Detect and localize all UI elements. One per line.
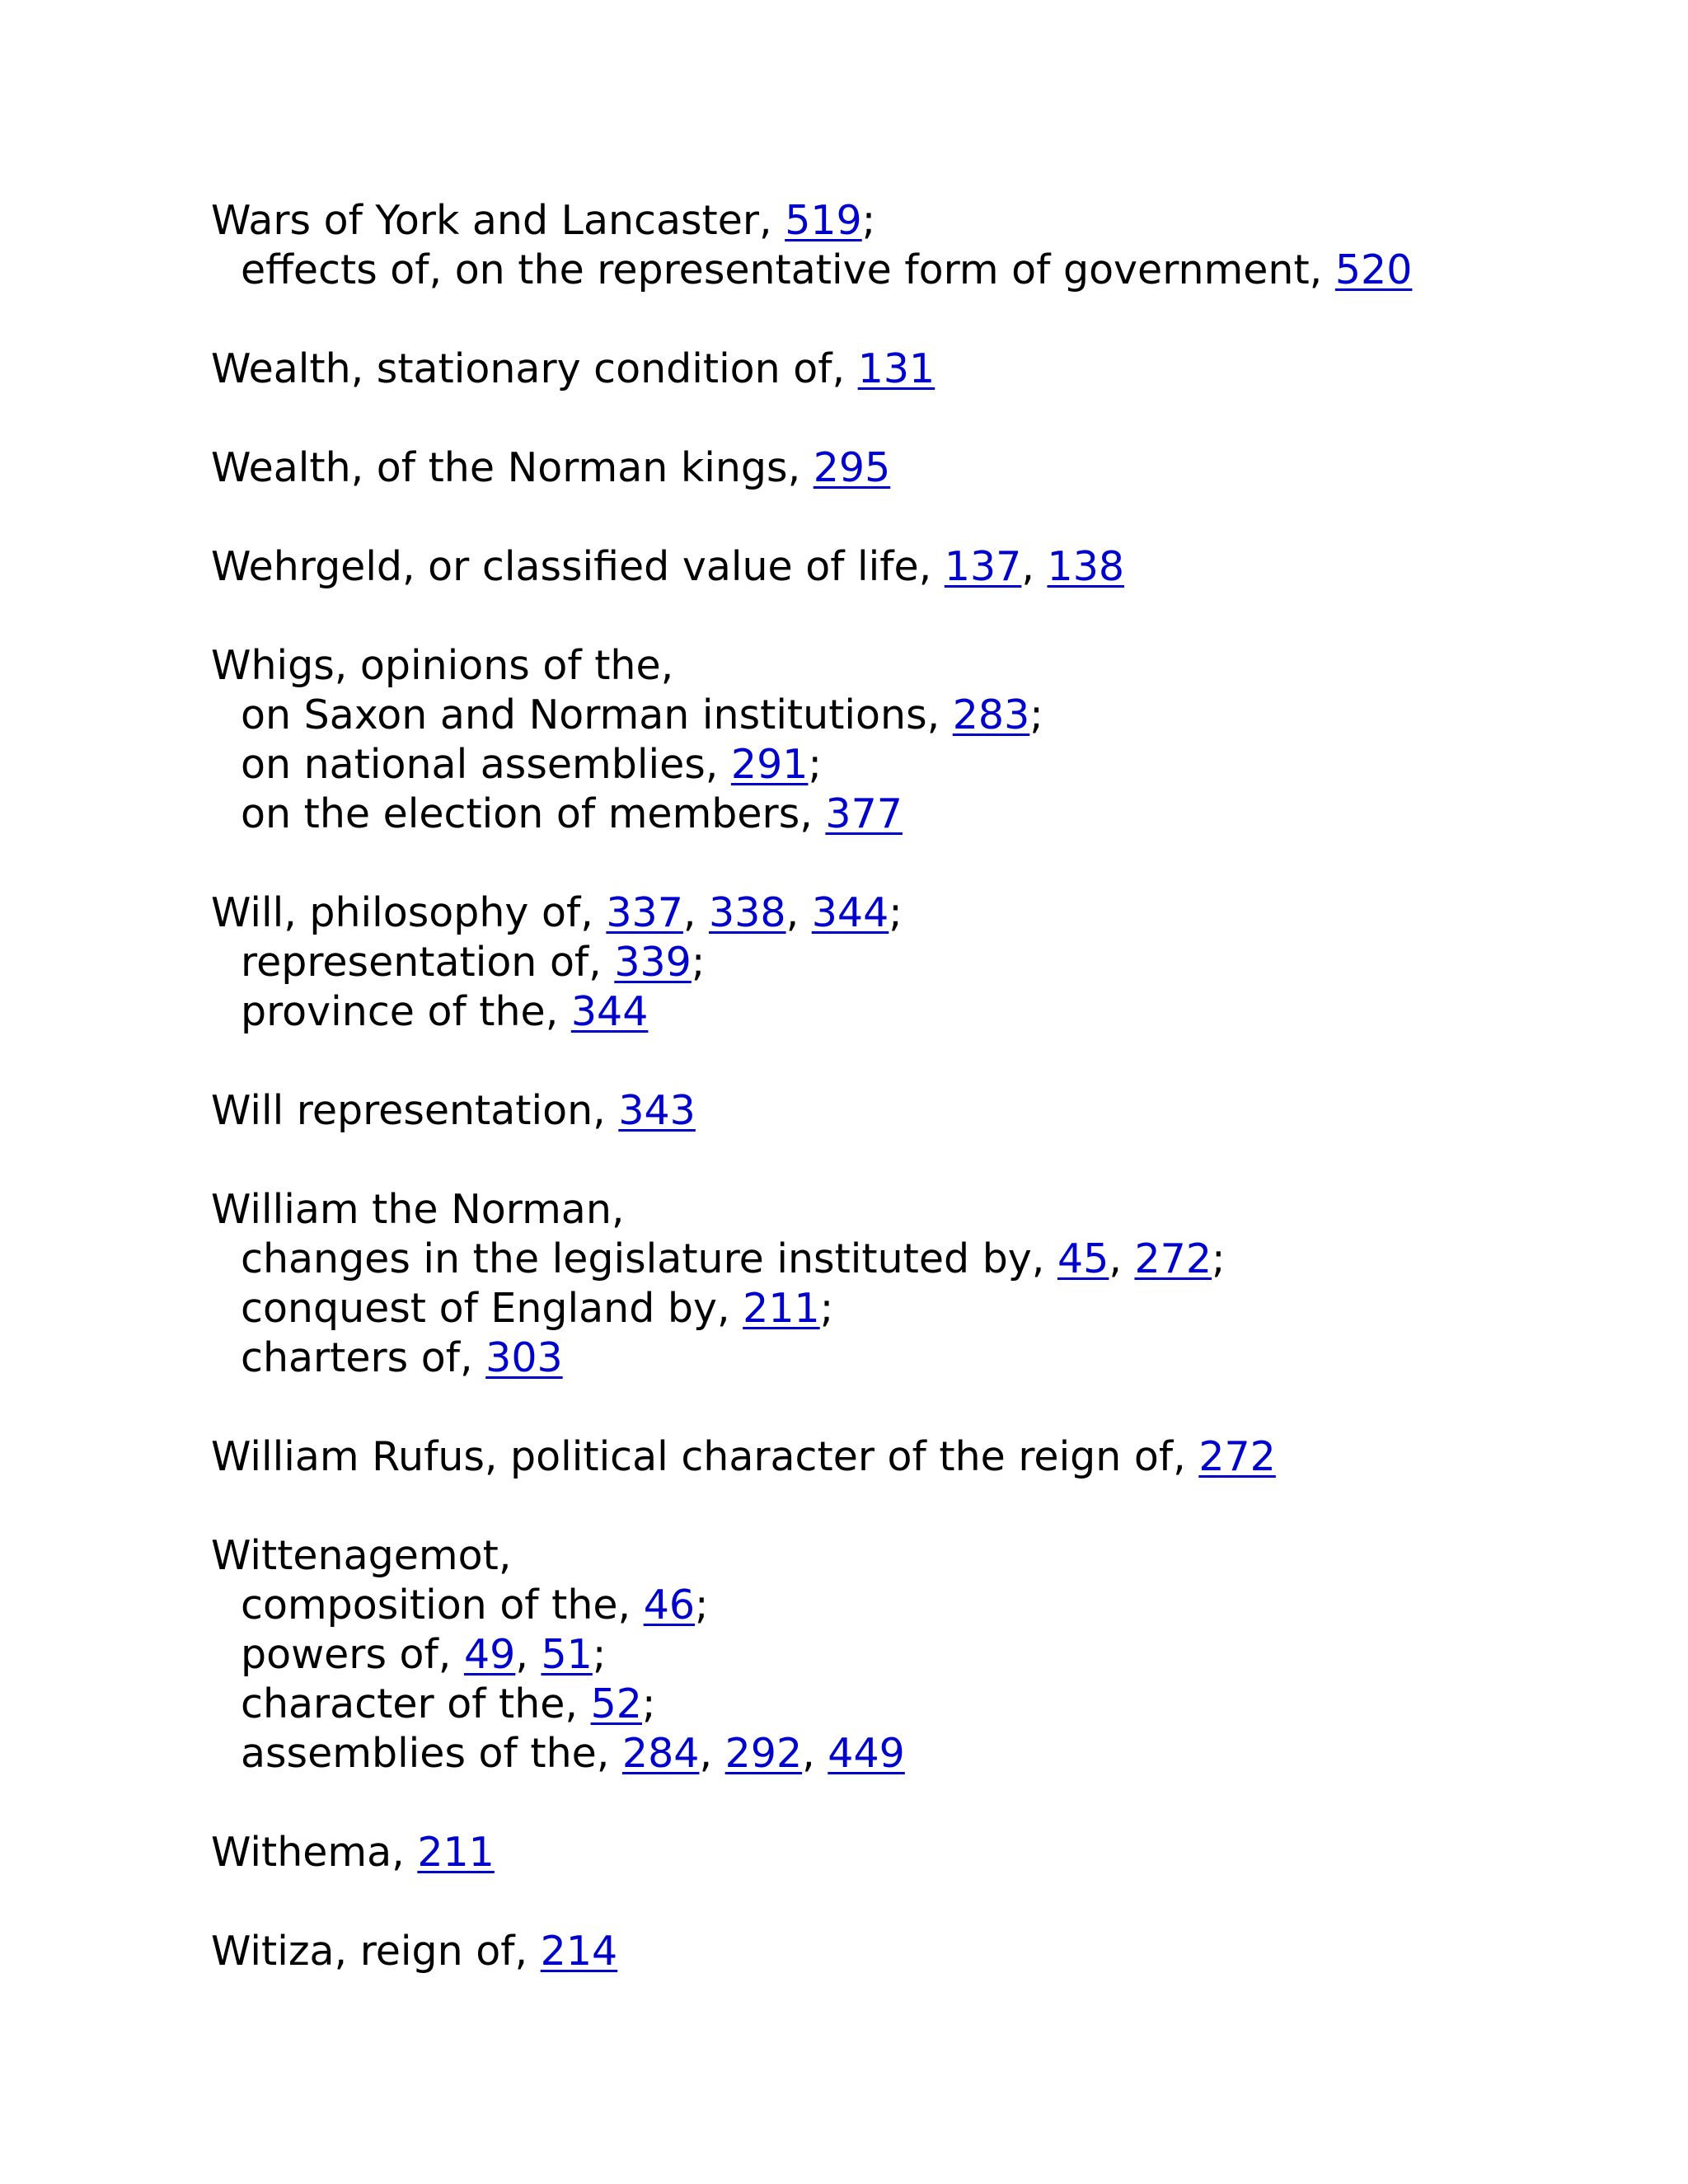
index-text: character of the, xyxy=(241,1680,579,1727)
index-text: Whigs, opinions of the, xyxy=(211,642,674,689)
index-heading: Wehrgeld, or classified value of life, 137, 138 xyxy=(211,543,1125,590)
index-subentry xyxy=(211,1581,1612,1630)
page-link[interactable]: 51 xyxy=(541,1631,593,1678)
index-entry xyxy=(211,1828,1612,1877)
index-heading xyxy=(211,344,1612,394)
index-text: assemblies of the, xyxy=(241,1730,610,1777)
index-entry xyxy=(211,641,1612,839)
page-link[interactable]: 211 xyxy=(417,1829,495,1876)
page-link[interactable]: 211 xyxy=(743,1285,820,1332)
page-link[interactable]: 291 xyxy=(730,741,809,788)
index-heading: Will, philosophy of, 337, 338, 344; xyxy=(211,889,903,936)
index-text: conquest of England by, xyxy=(241,1285,730,1332)
index-text: Wealth, stationary condition of, xyxy=(211,345,846,392)
index-text: on the election of members, xyxy=(241,790,813,837)
page-link[interactable]: 49 xyxy=(463,1631,516,1678)
page-link[interactable]: 283 xyxy=(952,691,1030,738)
index-entry xyxy=(211,443,1612,493)
index-list xyxy=(211,196,1612,2026)
index-heading xyxy=(211,641,1612,691)
index-entry xyxy=(211,1086,1612,1136)
index-subentry xyxy=(211,938,1612,987)
index-heading xyxy=(211,1531,1612,1581)
index-subentry: changes in the legislature instituted by, 45, 272; xyxy=(241,1235,1226,1282)
page-link[interactable]: 344 xyxy=(811,889,889,936)
index-text: province of the, xyxy=(241,988,559,1035)
index-entry xyxy=(211,1531,1612,1779)
index-subentry xyxy=(211,246,1612,295)
index-subentry xyxy=(211,1284,1612,1333)
index-text: charters of, xyxy=(241,1334,473,1381)
index-text: on Saxon and Norman institutions, xyxy=(241,691,940,738)
page-link[interactable]: 344 xyxy=(570,988,649,1035)
index-text: Wittenagemot, xyxy=(211,1532,512,1579)
index-text: Wehrgeld, or classified value of life, xyxy=(211,543,932,590)
page-link[interactable]: 131 xyxy=(857,345,935,392)
index-entry xyxy=(211,888,1612,1037)
index-heading xyxy=(211,196,1612,246)
index-text: Wealth, of the Norman kings, xyxy=(211,444,801,491)
index-subentry xyxy=(211,1680,1612,1729)
index-text: Wars of York and Lancaster, xyxy=(211,197,772,244)
page-link[interactable]: 449 xyxy=(828,1730,905,1777)
index-heading xyxy=(211,1927,1612,1976)
index-entry xyxy=(211,1185,1612,1383)
index-subentry xyxy=(211,1333,1612,1383)
index-heading xyxy=(211,1185,1612,1235)
page-link[interactable]: 295 xyxy=(813,444,891,491)
page-link[interactable]: 272 xyxy=(1198,1433,1276,1480)
punctuation: ; xyxy=(641,1680,656,1727)
punctuation: ; xyxy=(592,1631,607,1678)
index-entry xyxy=(211,196,1612,295)
index-entry xyxy=(211,1927,1612,1976)
index-heading xyxy=(211,443,1612,493)
index-text: Witiza, reign of, xyxy=(211,1928,528,1975)
index-entry xyxy=(211,1432,1612,1482)
page-link[interactable]: 272 xyxy=(1134,1235,1212,1282)
index-text: Will representation, xyxy=(211,1087,606,1134)
page-link[interactable]: 137 xyxy=(944,543,1022,590)
page-link[interactable]: 284 xyxy=(621,1730,700,1777)
index-heading xyxy=(211,1828,1612,1877)
index-entry xyxy=(211,542,1612,592)
index-subentry xyxy=(211,691,1612,740)
index-subentry xyxy=(211,740,1612,790)
index-text: changes in the legislature instituted by, xyxy=(241,1235,1045,1282)
page-link[interactable]: 519 xyxy=(785,197,862,244)
index-subentry xyxy=(211,987,1612,1037)
page-link[interactable]: 377 xyxy=(825,790,903,837)
punctuation: ; xyxy=(808,741,822,788)
punctuation: ; xyxy=(1029,691,1043,738)
index-text: effects of, on the representative form of government, xyxy=(241,246,1323,293)
index-text: composition of the, xyxy=(241,1582,631,1629)
page-link[interactable]: 138 xyxy=(1047,543,1125,590)
page-link[interactable]: 46 xyxy=(643,1582,696,1629)
index-subentry xyxy=(211,790,1612,839)
index-text: William the Norman, xyxy=(211,1186,625,1233)
page-link[interactable]: 303 xyxy=(485,1334,563,1381)
index-text: Withema, xyxy=(211,1829,405,1876)
page-link[interactable]: 343 xyxy=(618,1087,696,1134)
index-subentry: assemblies of the, 284, 292, 449 xyxy=(241,1730,905,1777)
index-text: Will, philosophy of, xyxy=(211,889,593,936)
page-link[interactable]: 52 xyxy=(590,1680,642,1727)
index-text: on national assemblies, xyxy=(241,741,719,788)
page-link[interactable]: 338 xyxy=(709,889,786,936)
index-text: William Rufus, political character of the reign of, xyxy=(211,1433,1186,1480)
index-text: powers of, xyxy=(241,1631,452,1678)
page-link[interactable]: 214 xyxy=(540,1928,618,1975)
page-link[interactable]: 45 xyxy=(1057,1235,1109,1282)
punctuation: ; xyxy=(1212,1235,1226,1282)
page-link[interactable]: 292 xyxy=(724,1730,803,1777)
index-entry xyxy=(211,344,1612,394)
index-heading xyxy=(211,1432,1612,1482)
punctuation: ; xyxy=(889,889,903,936)
index-text: representation of, xyxy=(241,939,602,986)
punctuation: ; xyxy=(819,1285,834,1332)
page-link[interactable]: 520 xyxy=(1334,246,1413,293)
index-subentry: powers of, 49, 51; xyxy=(241,1631,607,1678)
index-heading xyxy=(211,1086,1612,1136)
page-link[interactable]: 339 xyxy=(614,939,692,986)
page-link[interactable]: 337 xyxy=(606,889,683,936)
punctuation: ; xyxy=(695,1582,709,1629)
punctuation: ; xyxy=(691,939,706,986)
punctuation: ; xyxy=(861,197,876,244)
